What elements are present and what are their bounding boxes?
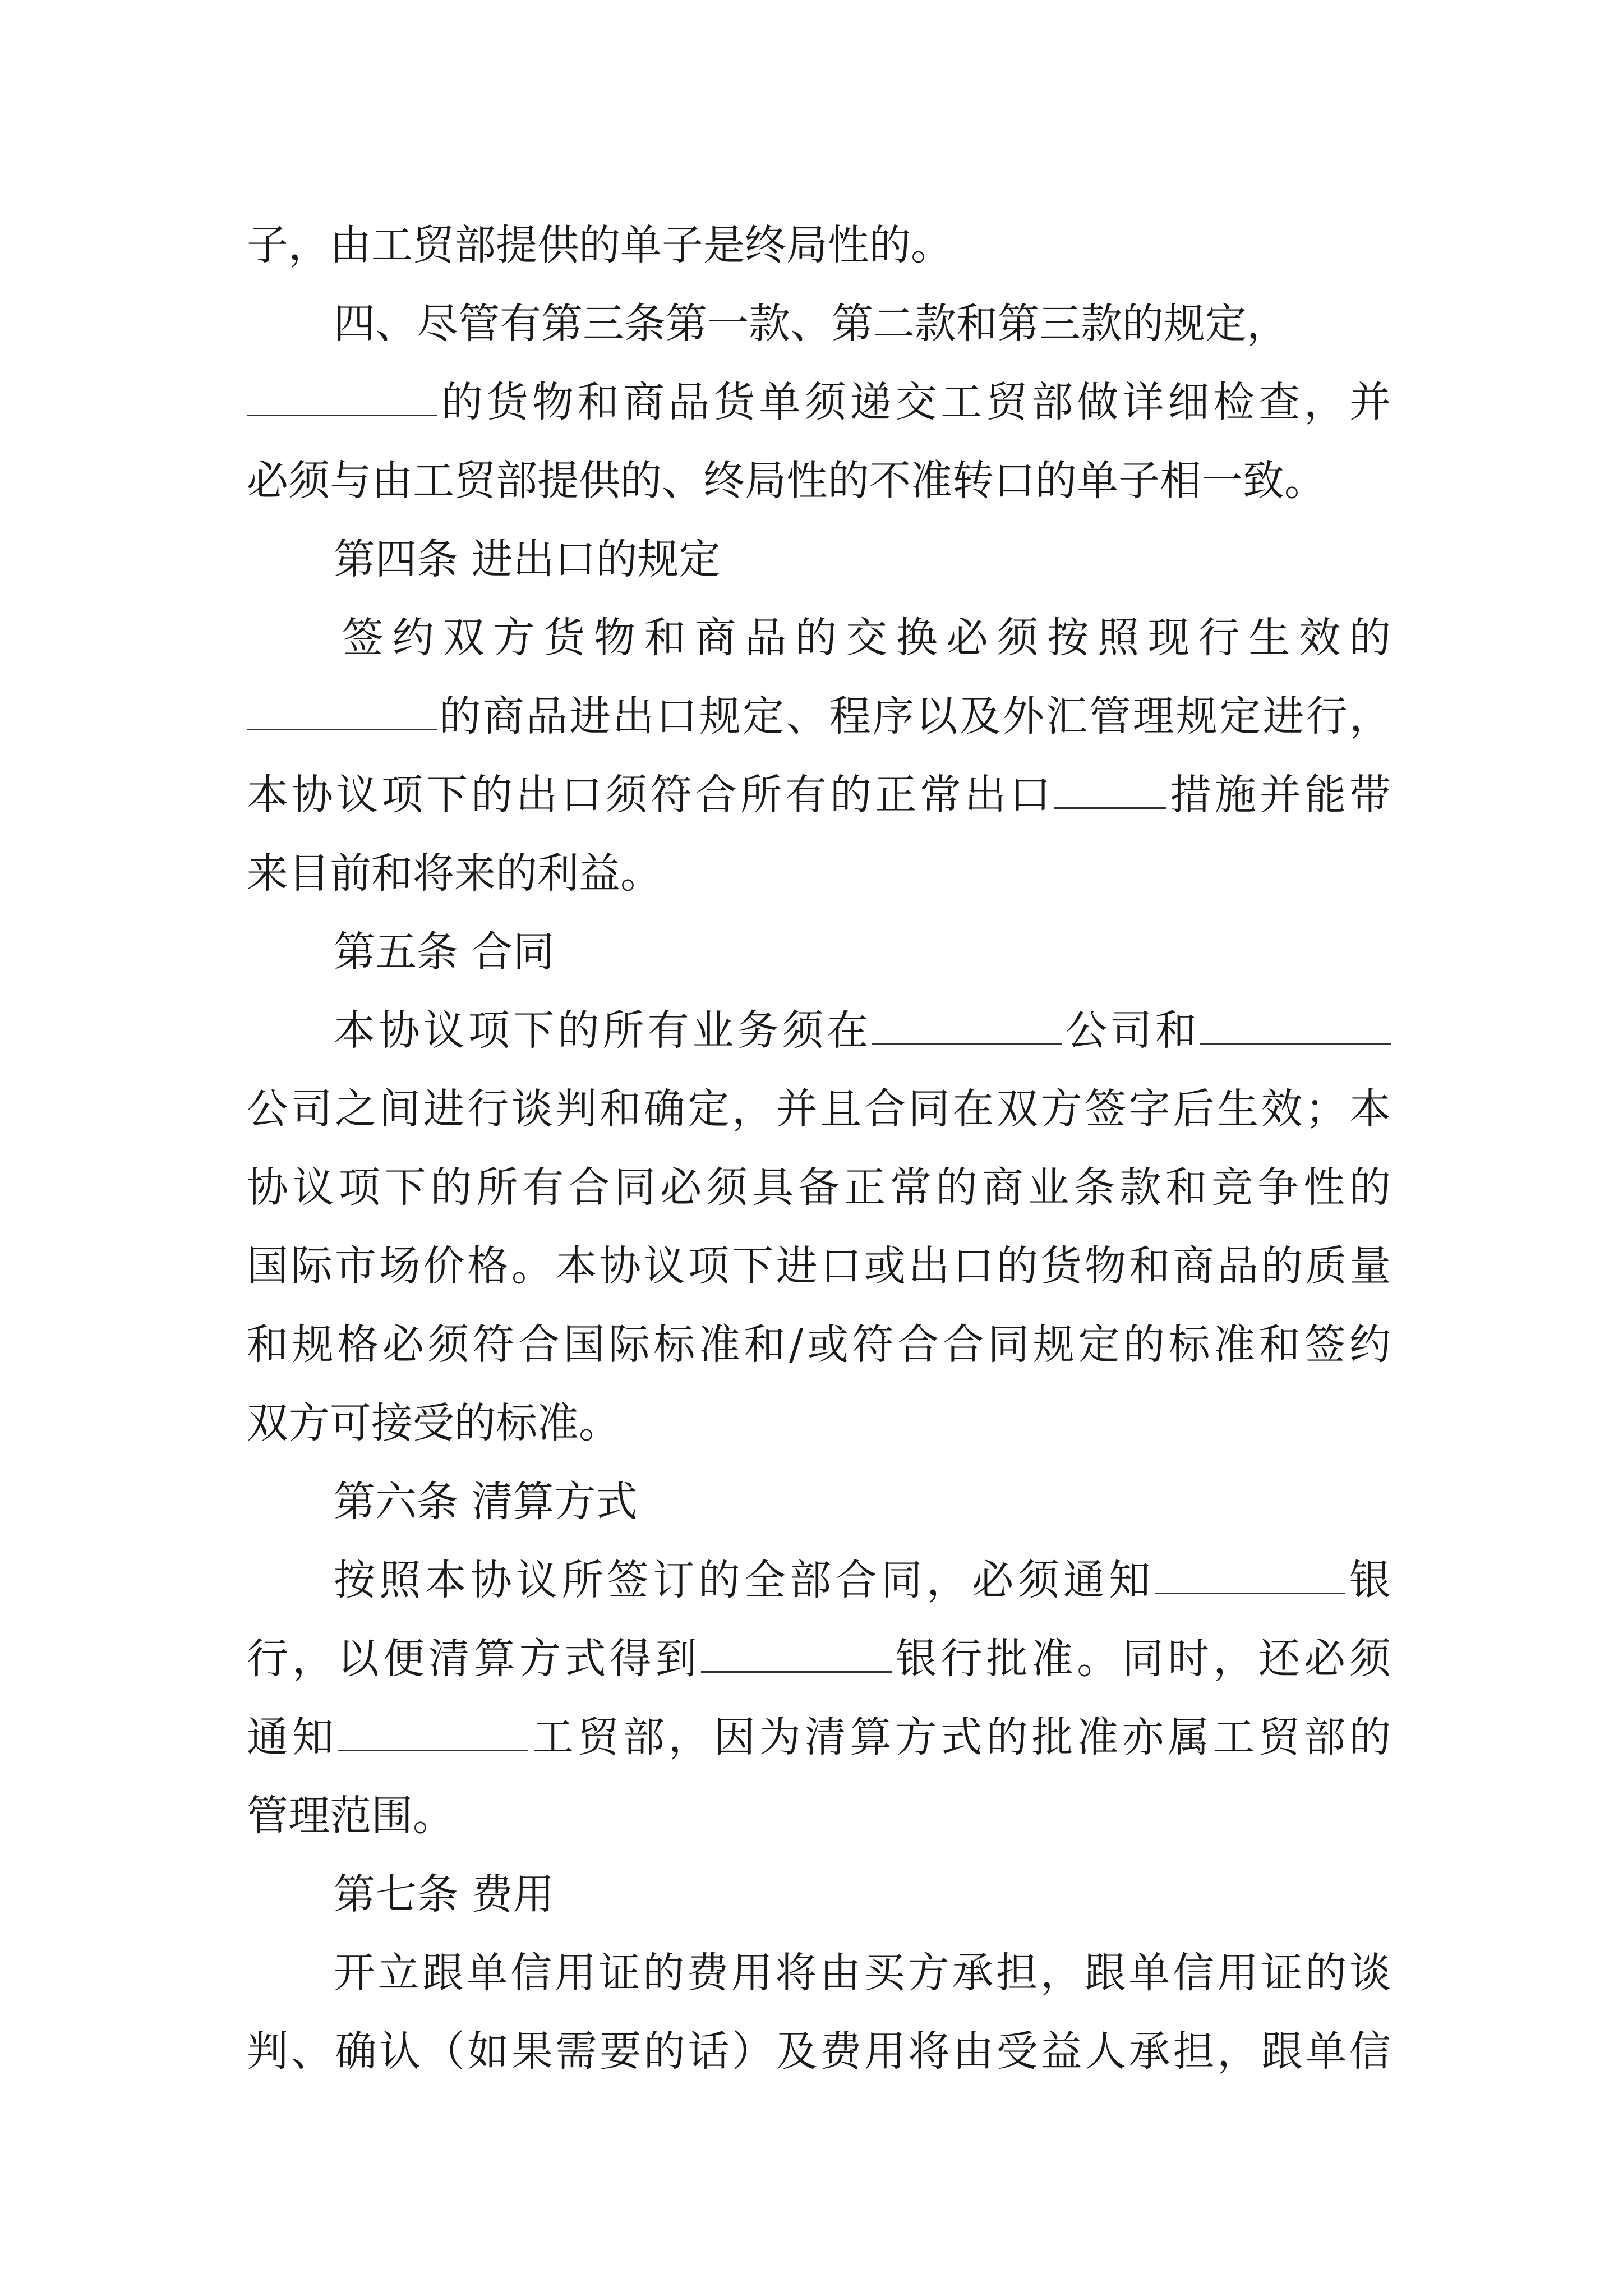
text-segment: 双方可接受的标准。 (247, 1399, 620, 1447)
text-segment: 第六条 清算方式 (334, 1478, 638, 1526)
text-line (247, 284, 1391, 363)
text-segment: 公司之间进行谈判和确定，并且合同在双方签字后生效；本 (247, 1085, 1391, 1133)
text-segment: 子，由工贸部提供的单子是终局性的。 (247, 221, 952, 269)
fill-in-blank (1200, 1009, 1391, 1045)
text-segment: 银 (1345, 1556, 1391, 1604)
text-segment: 来目前和将来的利益。 (247, 849, 662, 898)
text-segment: 四、尽管有第三条第一款、第二款和第三款的规定， (334, 300, 1288, 348)
text-segment: 开立跟单信用证的费用将由买方承担，跟单信用证的谈 (334, 1949, 1391, 1997)
text-line (247, 206, 1391, 284)
section-heading (247, 1462, 1391, 1541)
text-segment: 工贸部，因为清算方式的批准亦属工贸部的 (528, 1713, 1391, 1761)
text-line (247, 834, 1391, 913)
text-segment: 行，以便清算方式得到 (247, 1635, 701, 1683)
text-segment: 协议项下的所有合同必须具备正常的商业条款和竞争性的 (247, 1163, 1391, 1212)
text-segment: 和规格必须符合国际标准和/或符合合同规定的标准和签约 (247, 1320, 1391, 1369)
fill-in-blank (338, 1716, 528, 1751)
text-segment: 银行批准。同时，还必须 (891, 1635, 1391, 1683)
section-heading (247, 913, 1391, 991)
text-segment: 措施并能带 (1166, 771, 1391, 819)
text-segment: 管理范围。 (247, 1792, 454, 1840)
text-segment: 判、确认（如果需要的话）及费用将由受益人承担，跟单信 (247, 2027, 1391, 2076)
fill-in-blank (1155, 1559, 1345, 1594)
text-segment: 第四条 进出口的规定 (334, 535, 721, 583)
text-line (247, 677, 1391, 756)
text-segment: 第七条 费用 (334, 1870, 555, 1918)
fill-in-blank (247, 695, 437, 730)
text-line (247, 1619, 1391, 1698)
text-line (247, 1934, 1391, 2012)
text-segment: 第五条 合同 (334, 928, 555, 976)
text-line (247, 1227, 1391, 1305)
section-heading (247, 520, 1391, 599)
text-segment: 的货物和商品货单须递交工贸部做详细检查，并 (437, 378, 1391, 426)
fill-in-blank (701, 1637, 892, 1673)
text-segment: 本协议项下的所有业务须在 (334, 1006, 872, 1055)
text-line (247, 441, 1391, 520)
text-segment: 国际市场价格。本协议项下进口或出口的货物和商品的质量 (247, 1242, 1391, 1290)
fill-in-blank (1054, 774, 1166, 809)
text-line (247, 1070, 1391, 1148)
text-line (247, 599, 1391, 677)
text-line (247, 363, 1391, 441)
text-line (247, 756, 1391, 834)
text-line (247, 1305, 1391, 1384)
text-line (247, 1698, 1391, 1777)
text-segment: 必须与由工贸部提供的、终局性的不准转口的单子相一致。 (247, 457, 1326, 505)
text-line (247, 991, 1391, 1070)
text-segment: 按照本协议所签订的全部合同，必须通知 (334, 1556, 1155, 1604)
text-segment: 签约双方货物和商品的交换必须按照现行生效的 (342, 614, 1391, 662)
text-segment: 通知 (247, 1713, 338, 1761)
fill-in-blank (872, 1009, 1062, 1045)
text-line (247, 1541, 1391, 1619)
text-segment: 的商品进出口规定、程序以及外汇管理规定进行， (437, 692, 1391, 740)
text-line (247, 2012, 1391, 2091)
text-line (247, 1384, 1391, 1462)
text-line (247, 1148, 1391, 1227)
text-line (247, 1777, 1391, 1855)
section-heading (247, 1855, 1391, 1934)
text-segment: 本协议项下的出口须符合所有的正常出口 (247, 771, 1054, 819)
fill-in-blank (247, 381, 437, 416)
text-segment: 公司和 (1062, 1006, 1200, 1055)
